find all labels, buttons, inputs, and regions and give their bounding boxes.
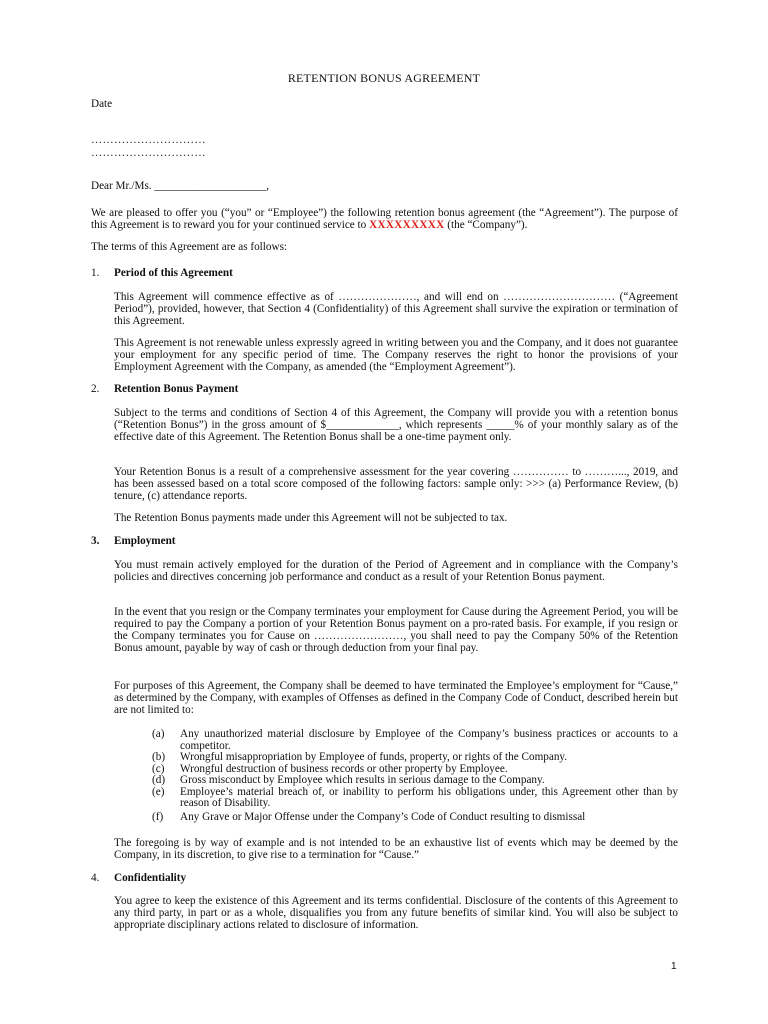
list-item-text: Wrongful destruction of business records or other property by Employee. bbox=[180, 762, 508, 775]
date-label: Date bbox=[91, 98, 113, 110]
section-1-number: 1. bbox=[91, 267, 100, 279]
page-number: 1 bbox=[671, 961, 677, 972]
offense-list bbox=[152, 729, 678, 823]
list-item-label: (d) bbox=[152, 774, 166, 786]
intro-text-2: (the “Company”). bbox=[444, 219, 528, 231]
section-4-heading: Confidentiality bbox=[114, 872, 187, 884]
section-4-number: 4. bbox=[91, 872, 100, 884]
section-1-paragraph-2: This Agreement is not renewable unless expressly agreed in writing between you and the Company, and it does not guarantee your employment for any specific period of time. The Company reserves the right to honor the provisions of your Employment Agreement with the Company, as amended (the “Employment Agreement”). bbox=[114, 337, 678, 373]
section-3-paragraph-4: The foregoing is by way of example and is not intended to be an exhaustive list of events which may be deemed by the Company, in its discretion, to give rise to a termination for “Cause.” bbox=[114, 837, 678, 861]
terms-intro: The terms of this Agreement are as follows: bbox=[91, 241, 288, 253]
section-3-heading: Employment bbox=[114, 535, 176, 547]
section-3-paragraph-2: In the event that you resign or the Company terminates your employment for Cause during the Agreement Period, you will be required to pay the Company a portion of your Retention Bonus payment on a pro-rated basis. For example, if you resign or the Company terminates you for Cause on ……………………, you shall need to pay the Company 50% of the Retention Bonus amount, payable by way of cash or through deduction from your final pay. bbox=[114, 606, 678, 654]
list-item bbox=[152, 812, 678, 824]
list-item bbox=[152, 752, 678, 764]
list-item-text: Any Grave or Major Offense under the Company’s Code of Conduct resulting to dismissal bbox=[180, 810, 586, 823]
section-4-paragraph-1: You agree to keep the existence of this Agreement and its terms confidential. Disclosure of the contents of this Agreement to any third party, in part or as a whole, disqualifies you from any future benefits of similar kind. You will also be subject to appropriate disciplinary actions related to disclosure of information. bbox=[114, 895, 678, 931]
list-item-label: (f) bbox=[152, 810, 164, 823]
document-title: RETENTION BONUS AGREEMENT bbox=[287, 71, 481, 85]
list-item-text: Employee’s material breach of, or inability to perform his obligations under, this Agreement other than by reason of Disability. bbox=[180, 785, 678, 809]
section-3-paragraph-1: You must remain actively employed for the duration of the Period of Agreement and in compliance with the Company’s policies and directives concerning job performance and conduct as a result of your Retention Bonus payment. bbox=[114, 559, 678, 583]
section-3-number: 3. bbox=[91, 535, 100, 547]
list-item bbox=[152, 787, 678, 810]
list-item-label: (c) bbox=[152, 762, 165, 775]
company-placeholder: XXXXXXXXX bbox=[369, 219, 445, 231]
section-2-paragraph-3: The Retention Bonus payments made under this Agreement will not be subjected to tax. bbox=[114, 512, 508, 524]
list-item bbox=[152, 775, 678, 787]
list-item-text: Gross misconduct by Employee which results in serious damage to the Company. bbox=[180, 774, 545, 786]
intro-paragraph bbox=[91, 207, 678, 231]
section-2-number: 2. bbox=[91, 383, 100, 395]
list-item-label: (a) bbox=[152, 728, 165, 740]
section-2-paragraph-1: Subject to the terms and conditions of Section 4 of this Agreement, the Company will provide you with a retention bonus (“Retention Bonus”) in the gross amount of $_____________, which represents _____% of your monthly salary as of the effective date of this Agreement. The Retention Bonus shall be a one-time payment only. bbox=[114, 407, 678, 443]
salutation: Dear Mr./Ms. ____________________, bbox=[91, 180, 270, 192]
section-1-heading: Period of this Agreement bbox=[114, 267, 233, 279]
section-2-paragraph-2: Your Retention Bonus is a result of a comprehensive assessment for the year covering …………… to ………..., 2019, and has been assessed based on a total score composed of the following factors: sample only: >>> (a) Performance Review, (b) tenure, (c) attendance reports. bbox=[114, 466, 678, 502]
intro-text-1: We are pleased to offer you (“you” or “Employee”) the following retention bonus agreement (the “Agreement”). The purpose of this Agreement is to reward you for your continued service to bbox=[91, 207, 678, 231]
list-item-label: (e) bbox=[152, 785, 165, 798]
address-line-2: ………………………… bbox=[91, 147, 206, 159]
address-line-1: ………………………… bbox=[91, 134, 206, 146]
list-item-text: Any unauthorized material disclosure by Employee of the Company’s business practices or accounts to a competitor. bbox=[180, 728, 678, 752]
section-2-heading: Retention Bonus Payment bbox=[114, 383, 239, 395]
list-item-text: Wrongful misappropriation by Employee of funds, property, or rights of the Company. bbox=[180, 751, 568, 763]
list-item-label: (b) bbox=[152, 751, 166, 763]
section-3-paragraph-3: For purposes of this Agreement, the Company shall be deemed to have terminated the Employee’s employment for “Cause,” as determined by the Company, with examples of Offenses as defined in the Company Code of Conduct, described herein but are not limited to: bbox=[114, 680, 678, 716]
section-1-paragraph-1: This Agreement will commence effective as of …………………, and will end on ………………………… (“Agreement Period”), provided, however, that Section 4 (Confidentiality) of this Agreement shall survive the expiration or termination of this Agreement. bbox=[114, 291, 678, 327]
list-item bbox=[152, 729, 678, 752]
